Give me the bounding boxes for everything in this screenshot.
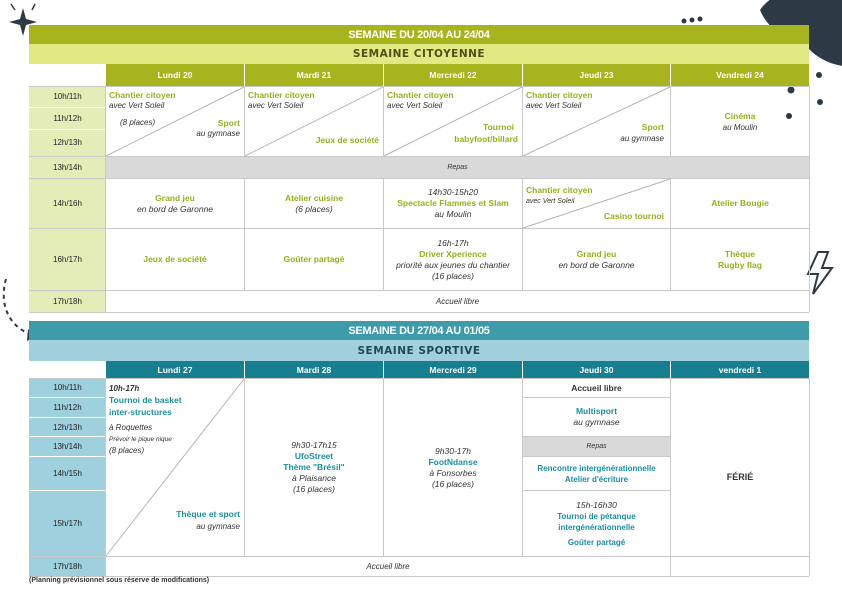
w2-thu-accueil	[523, 379, 670, 397]
w2-wed-places: (16 places)	[431, 478, 475, 489]
w2-mon-places: (8 places)	[109, 446, 145, 455]
w2-mon-time: 10h-17h	[109, 384, 140, 393]
w1-mon-title2: Sport	[217, 118, 240, 128]
w2-thu-accueil-label: Accueil libre	[571, 382, 622, 393]
week1-subtitle: SEMAINE CITOYENNE	[29, 44, 809, 64]
week2-day-mon: Lundi 27	[106, 361, 244, 378]
w2-tue-title-b: Thème "Brésil"	[283, 462, 345, 472]
w1-thu-aft1-title: Chantier citoyen	[526, 185, 593, 195]
w1-tue-aft1-title: Atelier cuisine	[284, 192, 344, 203]
w1-wed-aft2-sub: priorité aux jeunes du chantier	[396, 259, 510, 270]
w1-thu-aft2-sub: en bord de Garonne	[558, 259, 635, 270]
w1-fri-aft2-title2: Rugby flag	[718, 259, 762, 270]
w1-thu-title2: Sport	[641, 122, 664, 132]
week2-time-11h: 11h/12h	[29, 398, 106, 417]
week1-time-14h: 14h/16h	[29, 179, 106, 228]
w1-mon-sub: avec Vert Soleil	[109, 101, 165, 110]
w2-thu-time: 15h-16h30	[576, 499, 617, 510]
w1-evening-label: Accueil libre	[435, 297, 480, 306]
w1-lunch-label: Repas	[447, 164, 468, 171]
w1-tue-aft1-sub: (6 places)	[295, 203, 333, 214]
w2-wed-sub: à Fonsorbes	[429, 467, 477, 478]
w1-thu-aft1-sub: avec Vert Soleil	[526, 198, 575, 205]
w1-wed-title: Chantier citoyen	[387, 90, 454, 100]
week1-time-11h: 11h/12h	[29, 107, 106, 129]
w2-thu-repas-label: Repas	[586, 443, 607, 450]
w1-thu-sub2: au gymnase	[620, 134, 664, 143]
w2-thu-rencontre-a: Rencontre intergénérationnelle	[537, 463, 656, 473]
w2-mon-title-b: inter-structures	[109, 407, 172, 417]
w1-mon-sub2: au gymnase	[196, 129, 240, 138]
w2-tue-title-a: UfoStreet	[294, 451, 334, 461]
w1-mon-aft1-title: Grand jeu	[155, 192, 195, 203]
w1-fri-title: Cinéma	[724, 110, 756, 121]
w1-thu-title: Chantier citoyen	[526, 90, 593, 100]
w2-evening-label: Accueil libre	[366, 562, 410, 571]
week1-title: SEMAINE DU 20/04 AU 24/04	[29, 25, 809, 44]
week2-title: SEMAINE DU 27/04 AU 01/05	[29, 321, 809, 340]
week2-subtitle: SEMAINE SPORTIVE	[29, 340, 809, 361]
w2-mon-sub2: au gymnase	[196, 522, 240, 531]
week1-day-fri: Vendredi 24	[671, 64, 809, 86]
w1-tue-title2: Jeux de société	[315, 135, 379, 145]
w2-tue-places: (16 places)	[292, 484, 336, 494]
w2-wed	[384, 379, 522, 556]
w2-wed-time: 9h30-17h	[435, 445, 471, 456]
week2-time-10h: 10h/11h	[29, 378, 106, 397]
footnote: (Planning prévisionnel sous réserve de modifications)	[29, 577, 210, 584]
w1-mon-aft2-title: Jeux de société	[143, 254, 207, 264]
w2-thu-rencontre	[523, 457, 670, 490]
w1-tue-title: Chantier citoyen	[248, 90, 315, 100]
w1-tue-sub: avec Vert Soleil	[248, 101, 304, 110]
week2-day-wed: Mercredi 29	[384, 361, 522, 378]
w1-fri-sub: au Moulin	[722, 122, 758, 132]
w2-tue-sub: à Plaisance	[292, 473, 336, 483]
w2-evening	[106, 557, 670, 576]
week1-day-wed: Mercredi 22	[384, 64, 522, 86]
week1-day-mon: Lundi 20	[106, 64, 244, 86]
w1-thu-sub: avec Vert Soleil	[526, 101, 582, 110]
w1-wed-aft2-title: Driver Xperience	[419, 248, 487, 259]
week2-day-tue: Mardi 28	[245, 361, 383, 378]
w2-thu-gouter: Goûter partagé	[567, 537, 626, 547]
week2-time-15h: 15h/17h	[29, 491, 106, 556]
w2-thu-tournoi-a: Tournoi de pétanque	[557, 511, 636, 521]
week1-time-13h: 13h/14h	[29, 157, 106, 178]
w1-thu-aft2-title: Grand jeu	[576, 248, 617, 259]
w1-fri-aft2-title: Thèque	[724, 248, 756, 259]
w1-mon-places: (8 places)	[120, 118, 156, 127]
week2-time-14h: 14h/15h	[29, 457, 106, 490]
w2-fri-title: FÉRIÉ	[726, 472, 754, 482]
w1-mon-aft1-sub: en bord de Garonne	[136, 203, 214, 214]
w2-thu-rencontre-b: Atelier d'écriture	[564, 474, 629, 484]
w1-wed-aft2-time: 16h-17h	[437, 237, 469, 248]
w2-thu-afternoon	[523, 491, 670, 556]
week1-time-16h: 16h/17h	[29, 229, 106, 290]
w2-fri	[671, 379, 809, 576]
w1-wed-aft2-places: (16 places)	[431, 270, 475, 281]
w2-mon-title2: Thèque et sport	[176, 509, 240, 519]
w1-wed-title2a: Tournoi	[483, 122, 514, 132]
w2-tue-time: 9h30-17h15	[291, 440, 337, 450]
w1-fri-aft1-title: Atelier Bougie	[711, 198, 769, 208]
w2-thu-tournoi-b: intergénérationnelle	[558, 522, 635, 532]
w1-thu-aft1-title2: Casino tournoi	[604, 211, 664, 221]
w2-thu-multi	[523, 398, 670, 436]
week2-day-thu: Jeudi 30	[523, 361, 670, 378]
w2-thu-multi-title: Multisport	[575, 406, 618, 416]
week1-time-10h: 10h/11h	[29, 86, 106, 107]
w2-thu-repas	[523, 437, 670, 456]
w1-wed-sub: avec Vert Soleil	[387, 101, 443, 110]
w2-mon-sub: à Roquettes	[109, 423, 153, 432]
w1-mon-title: Chantier citoyen	[109, 90, 176, 100]
week1-time-12h: 12h/13h	[29, 129, 106, 156]
week1-day-thu: Jeudi 23	[523, 64, 670, 86]
week2-time-12h: 12h/13h	[29, 418, 106, 436]
w2-tue	[245, 379, 383, 556]
w2-mon	[106, 379, 244, 556]
w2-mon-note: Prévoir le pique nique	[109, 436, 172, 443]
w2-wed-title: FootNdanse	[428, 456, 478, 467]
w1-wed-aft1-sub: au Moulin	[434, 209, 472, 219]
w1-wed-aft1-time: 14h30-15h20	[427, 187, 479, 197]
week2-time-17h: 17h/18h	[29, 557, 106, 576]
week1-day-tue: Mardi 21	[245, 64, 383, 86]
w1-wed-title2b: babyfoot/billard	[454, 134, 518, 144]
week1-time-17h: 17h/18h	[29, 291, 106, 312]
w1-wed-aft1-title: Spectacle Flammes et Slam	[397, 198, 509, 208]
w2-thu-multi-sub: au gymnase	[573, 417, 620, 427]
week2-time-13h: 13h/14h	[29, 437, 106, 456]
week2-day-fri: vendredi 1	[671, 361, 809, 378]
w2-mon-title-a: Tournoi de basket	[109, 395, 182, 405]
w1-tue-aft2-title: Goûter partagé	[283, 254, 345, 264]
